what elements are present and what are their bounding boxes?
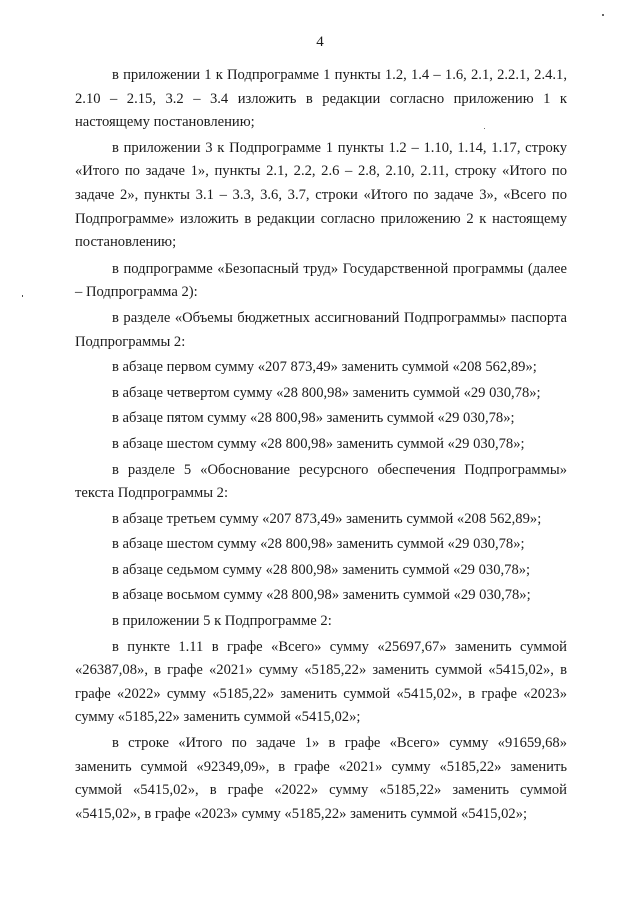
scan-speck: [602, 14, 604, 16]
paragraph-total-task-1: в строке «Итого по задаче 1» в графе «Всего» сумму «91659,68» заменить суммой «92349,09», в графе «2021» сумму «5185,22» заменить суммой «5415,02», в графе «2022» сумму «5185,22» заменить суммой «5415,02», в графе «2023» сумму «5185,22» заменить суммой «5415,02»;: [75, 735, 567, 822]
paragraph-text-seventh: в абзаце седьмом сумму «28 800,98» заменить суммой «29 030,78»;: [112, 561, 531, 578]
paragraph-text-sixth: в абзаце шестом сумму «28 800,98» заменить суммой «29 030,78»;: [112, 536, 525, 553]
paragraph-subprogram-2-intro: в подпрограмме «Безопасный труд» Государственной программы (далее – Подпрограмма 2):: [75, 260, 567, 301]
document-body: [75, 64, 567, 826]
scan-speck: [22, 295, 23, 297]
paragraph-appendix-1: в приложении 1 к Подпрограмме 1 пункты 1.2, 1.4 – 1.6, 2.1, 2.2.1, 2.4.1, 2.10 – 2.15, 3.2 – 3.4 изложить в редакции согласно приложению 1 к настоящему постановлению;: [75, 67, 567, 131]
paragraph-text-eighth: в абзаце восьмом сумму «28 800,98» заменить суммой «29 030,78»;: [112, 587, 531, 604]
scan-speck: [484, 128, 485, 129]
paragraph-passport-first: в абзаце первом сумму «207 873,49» заменить суммой «208 562,89»;: [112, 359, 537, 376]
paragraph-appendix-3: в приложении 3 к Подпрограмме 1 пункты 1.2 – 1.10, 1.14, 1.17, строку «Итого по задаче 1», пункты 2.1, 2.2, 2.6 – 2.8, 2.10, 2.11, строку «Итого по задаче 2», пункты 3.1 – 3.3, 3.6, 3.7, строки «Итого по задаче 3», «Всего по Подпрограмме» изложить в редакции согласно приложению 2 к настоящему постановлению;: [75, 139, 567, 251]
page-number: 4: [316, 34, 324, 50]
paragraph-appendix-5: в приложении 5 к Подпрограмме 2:: [112, 613, 332, 630]
paragraph-section-5: в разделе 5 «Обоснование ресурсного обеспечения Подпрограммы» текста Подпрограммы 2:: [75, 461, 567, 502]
paragraph-passport-fourth: в абзаце четвертом сумму «28 800,98» заменить суммой «29 030,78»;: [112, 384, 541, 401]
paragraph-passport-sixth: в абзаце шестом сумму «28 800,98» заменить суммой «29 030,78»;: [112, 435, 525, 452]
paragraph-text-third: в абзаце третьем сумму «207 873,49» заменить суммой «208 562,89»;: [112, 510, 542, 527]
paragraph-passport-fifth: в абзаце пятом сумму «28 800,98» заменить суммой «29 030,78»;: [112, 410, 515, 427]
paragraph-budget-section: в разделе «Объемы бюджетных ассигнований Подпрограммы» паспорта Подпрограммы 2:: [75, 309, 567, 350]
paragraph-item-1-11: в пункте 1.11 в графе «Всего» сумму «25697,67» заменить суммой «26387,08», в графе «2021» сумму «5185,22» заменить суммой «5415,02», в графе «2022» сумму «5185,22» заменить суммой «5415,02», в графе «2023» сумму «5185,22» заменить суммой «5415,02»;: [75, 638, 567, 726]
